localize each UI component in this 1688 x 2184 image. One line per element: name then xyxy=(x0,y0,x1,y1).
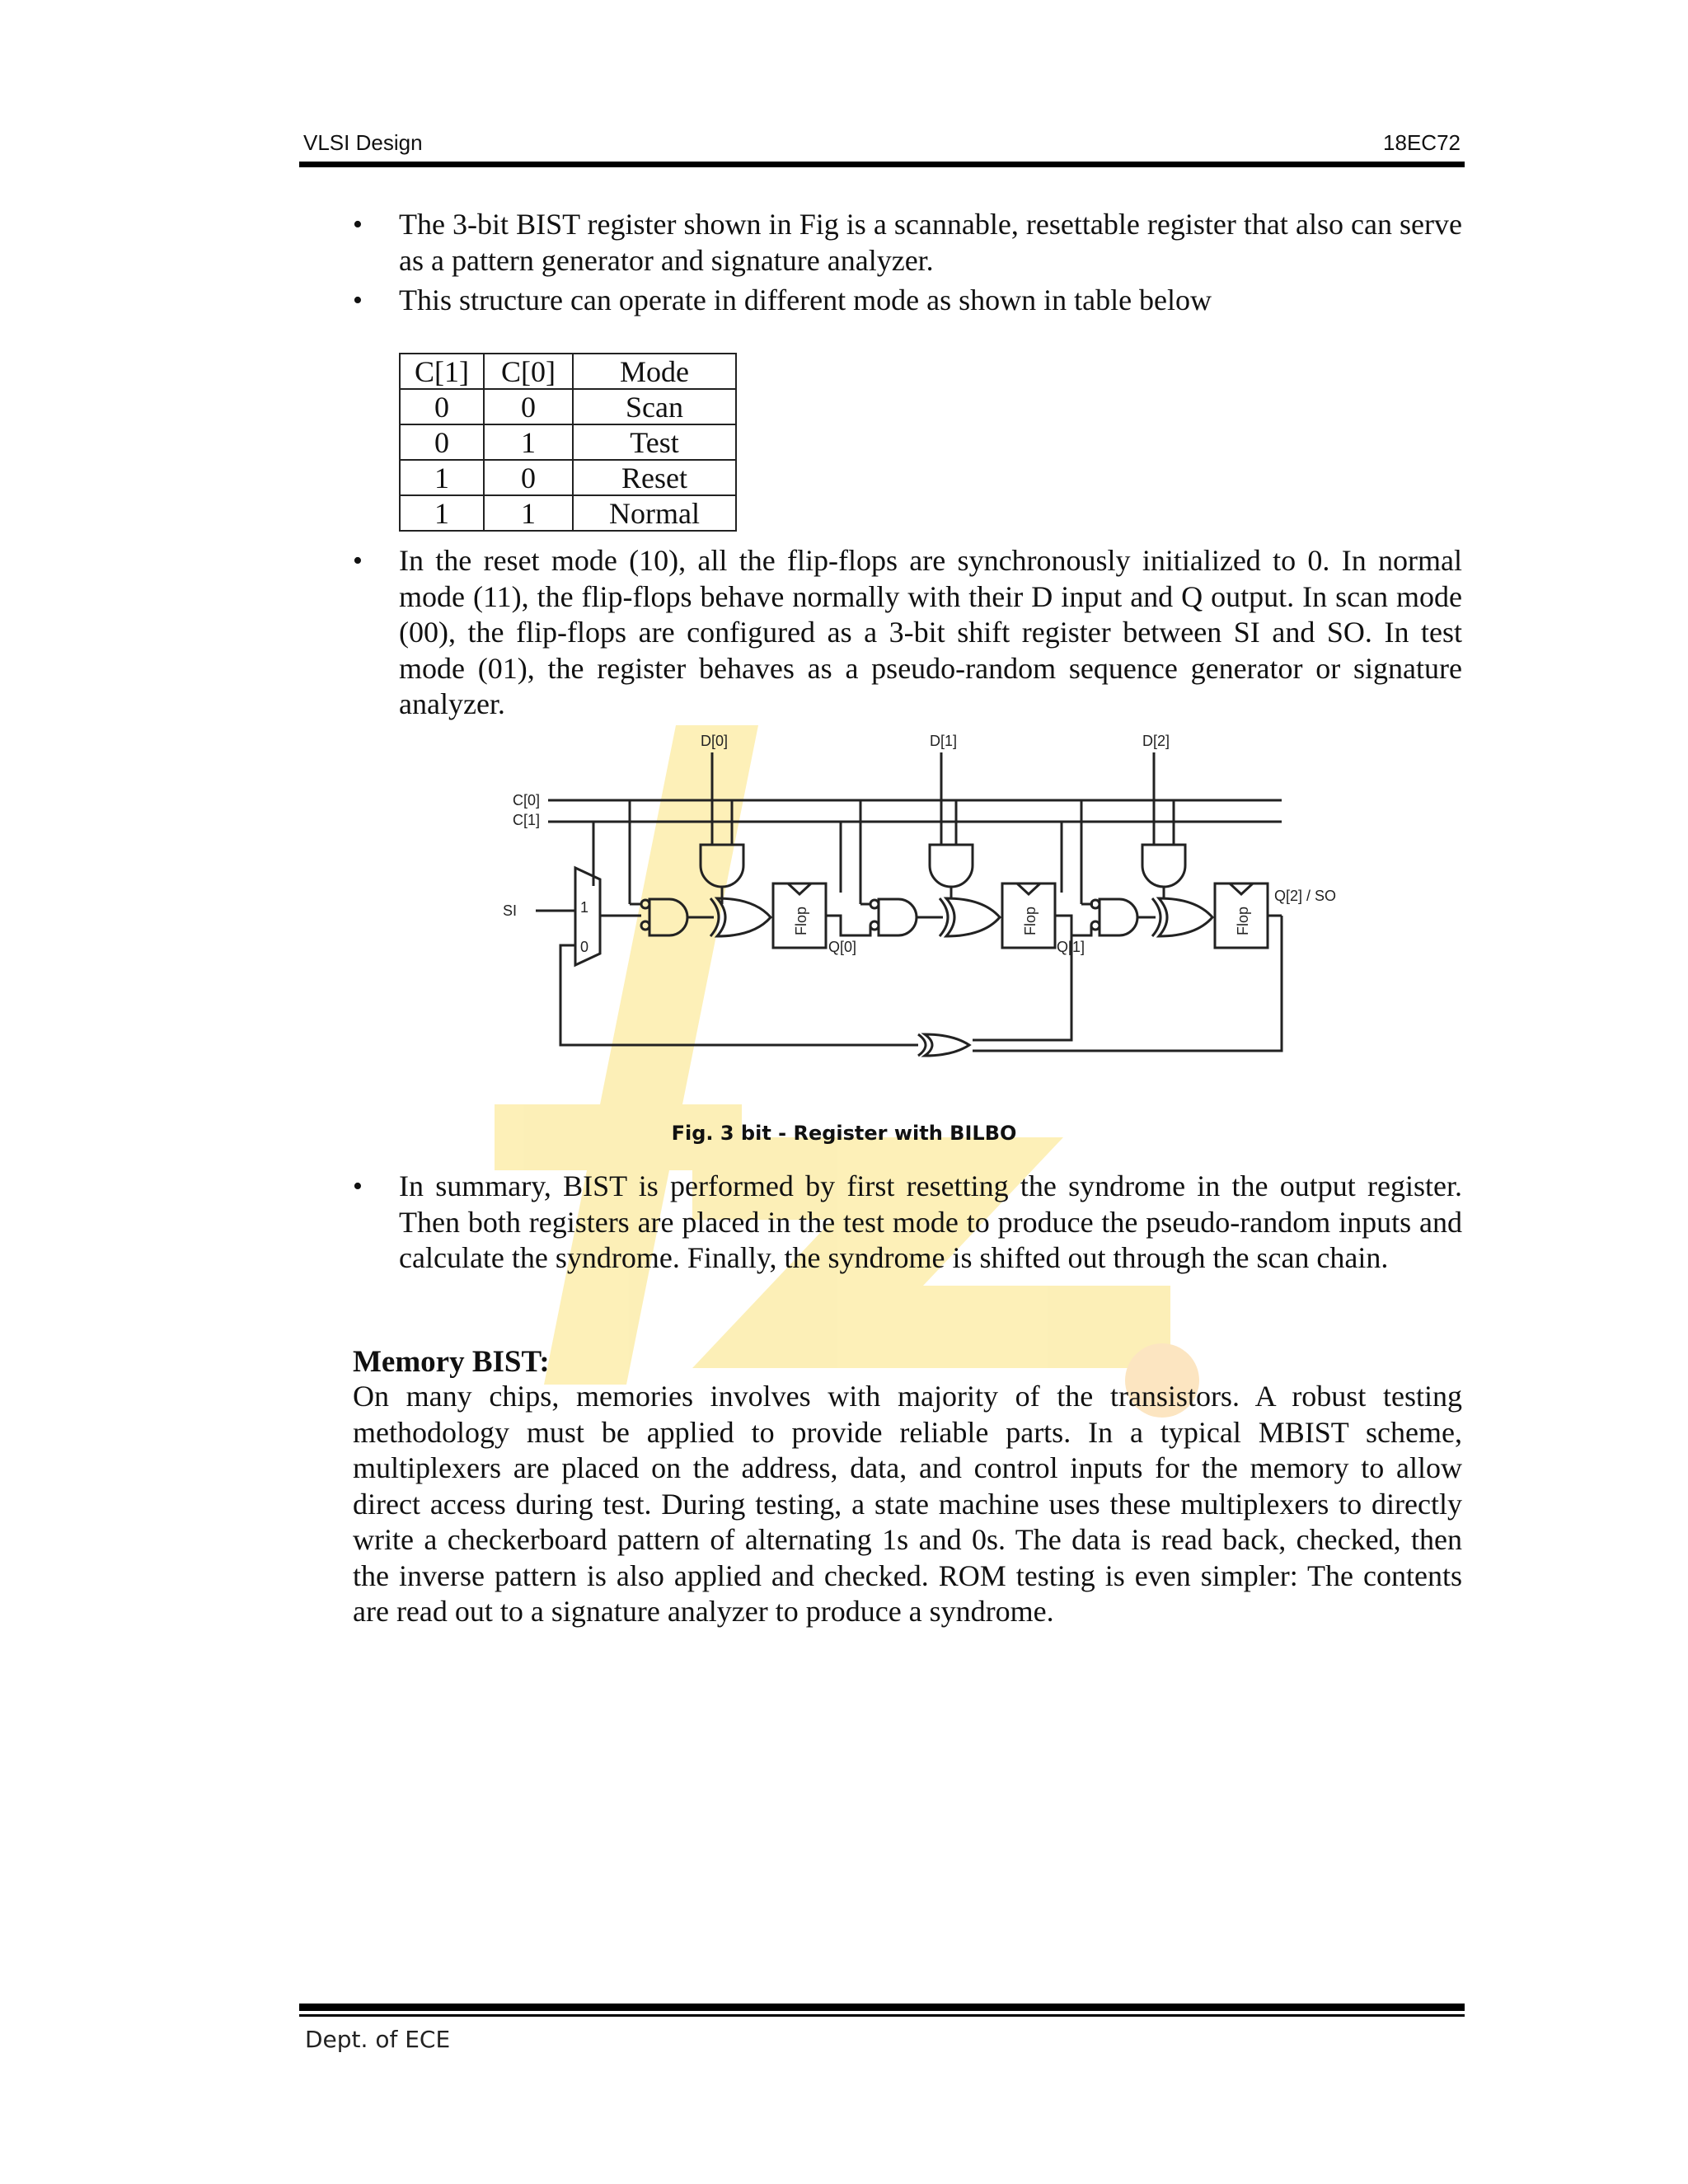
label-q1: Q[1] xyxy=(1057,939,1085,955)
bullet-text: In the reset mode (10), all the flip-flops are synchronously initialized to 0. In normal mode (11), the flip-flops behave normally with their D input and Q output. In scan mode (00), the flip-flops are configured as a 3-bit shift register between SI and SO. In test mode (01), the register behaves as a pseudo-random sequence generator or signature analyzer. xyxy=(399,544,1462,720)
label-mux-0: 0 xyxy=(580,939,589,955)
footer-dept: Dept. of ECE xyxy=(305,2026,451,2053)
bullet-icon: • xyxy=(353,285,363,316)
table-cell: 1 xyxy=(400,495,484,531)
mode-table xyxy=(399,353,737,532)
figure-caption: Fig. 3 bit - Register with BILBO xyxy=(671,1122,1017,1145)
label-q0: Q[0] xyxy=(828,939,857,955)
table-row xyxy=(400,460,736,495)
table-row xyxy=(400,495,736,531)
label-d2: D[2] xyxy=(1142,733,1170,749)
flop-label: Flop xyxy=(1022,906,1039,935)
table-cell: 1 xyxy=(484,495,573,531)
table-cell: 0 xyxy=(400,424,484,460)
label-c0: C[0] xyxy=(513,792,541,808)
table-cell: Test xyxy=(573,424,736,460)
table-cell: Normal xyxy=(573,495,736,531)
bullet-icon: • xyxy=(353,546,363,576)
bullet-icon: • xyxy=(353,209,363,240)
table-row xyxy=(400,389,736,424)
flop-label: Flop xyxy=(793,906,809,935)
table-header-cell: Mode xyxy=(573,354,736,389)
label-mux-1: 1 xyxy=(580,899,589,916)
table-cell: 1 xyxy=(484,424,573,460)
bullet-text: This structure can operate in different mode as shown in table below xyxy=(399,284,1212,316)
label-d0: D[0] xyxy=(701,733,729,749)
label-d1: D[1] xyxy=(930,733,958,749)
table-cell: Reset xyxy=(573,460,736,495)
bullet-text: The 3-bit BIST register shown in Fig is a scannable, resettable register that also can serve as a pattern generator and signature analyzer. xyxy=(399,208,1462,277)
flop-label: Flop xyxy=(1235,906,1251,935)
table-header-row xyxy=(400,354,736,389)
table-cell: 0 xyxy=(400,389,484,424)
footer-rule xyxy=(299,2004,1465,2011)
table-cell: 1 xyxy=(400,460,484,495)
label-si: SI xyxy=(503,902,518,919)
table-cell: 0 xyxy=(484,389,573,424)
header-course-code: 18EC72 xyxy=(1383,130,1461,155)
table-header-cell: C[0] xyxy=(484,354,573,389)
bullet-text: In summary, BIST is performed by first resetting the syndrome in the output register. Then both registers are placed in the test mode to produce the pseudo-random inputs and calculate the syndrome. Finally, the syndrome is shifted out through the scan chain. xyxy=(399,1169,1462,1274)
header-subject: VLSI Design xyxy=(303,130,423,155)
table-cell: Scan xyxy=(573,389,736,424)
header-rule xyxy=(299,162,1465,167)
label-c1: C[1] xyxy=(513,812,541,828)
bilbo-register-diagram xyxy=(495,729,1352,1076)
bullet-icon: • xyxy=(353,1171,363,1202)
section-heading: Memory BIST: xyxy=(353,1345,550,1379)
label-q2-so: Q[2] / SO xyxy=(1274,888,1337,904)
footer-rule-thin xyxy=(299,2014,1465,2017)
section-paragraph: On many chips, memories involves with majority of the transistors. A robust testing methodology must be applied to provide reliable parts. In a typical MBIST scheme, multiplexers are placed on the address, data, and control inputs for the memory to allow direct access during test. During testing, a state machine uses these multiplexers to directly write a checkerboard pattern of alternating 1s and 0s. The data is read back, checked, then the inverse pattern is also applied and checked. ROM testing is even simpler: The contents are read out to a signature analyzer to produce a syndrome. xyxy=(353,1380,1462,1628)
table-row xyxy=(400,424,736,460)
table-cell: 0 xyxy=(484,460,573,495)
table-header-cell: C[1] xyxy=(400,354,484,389)
